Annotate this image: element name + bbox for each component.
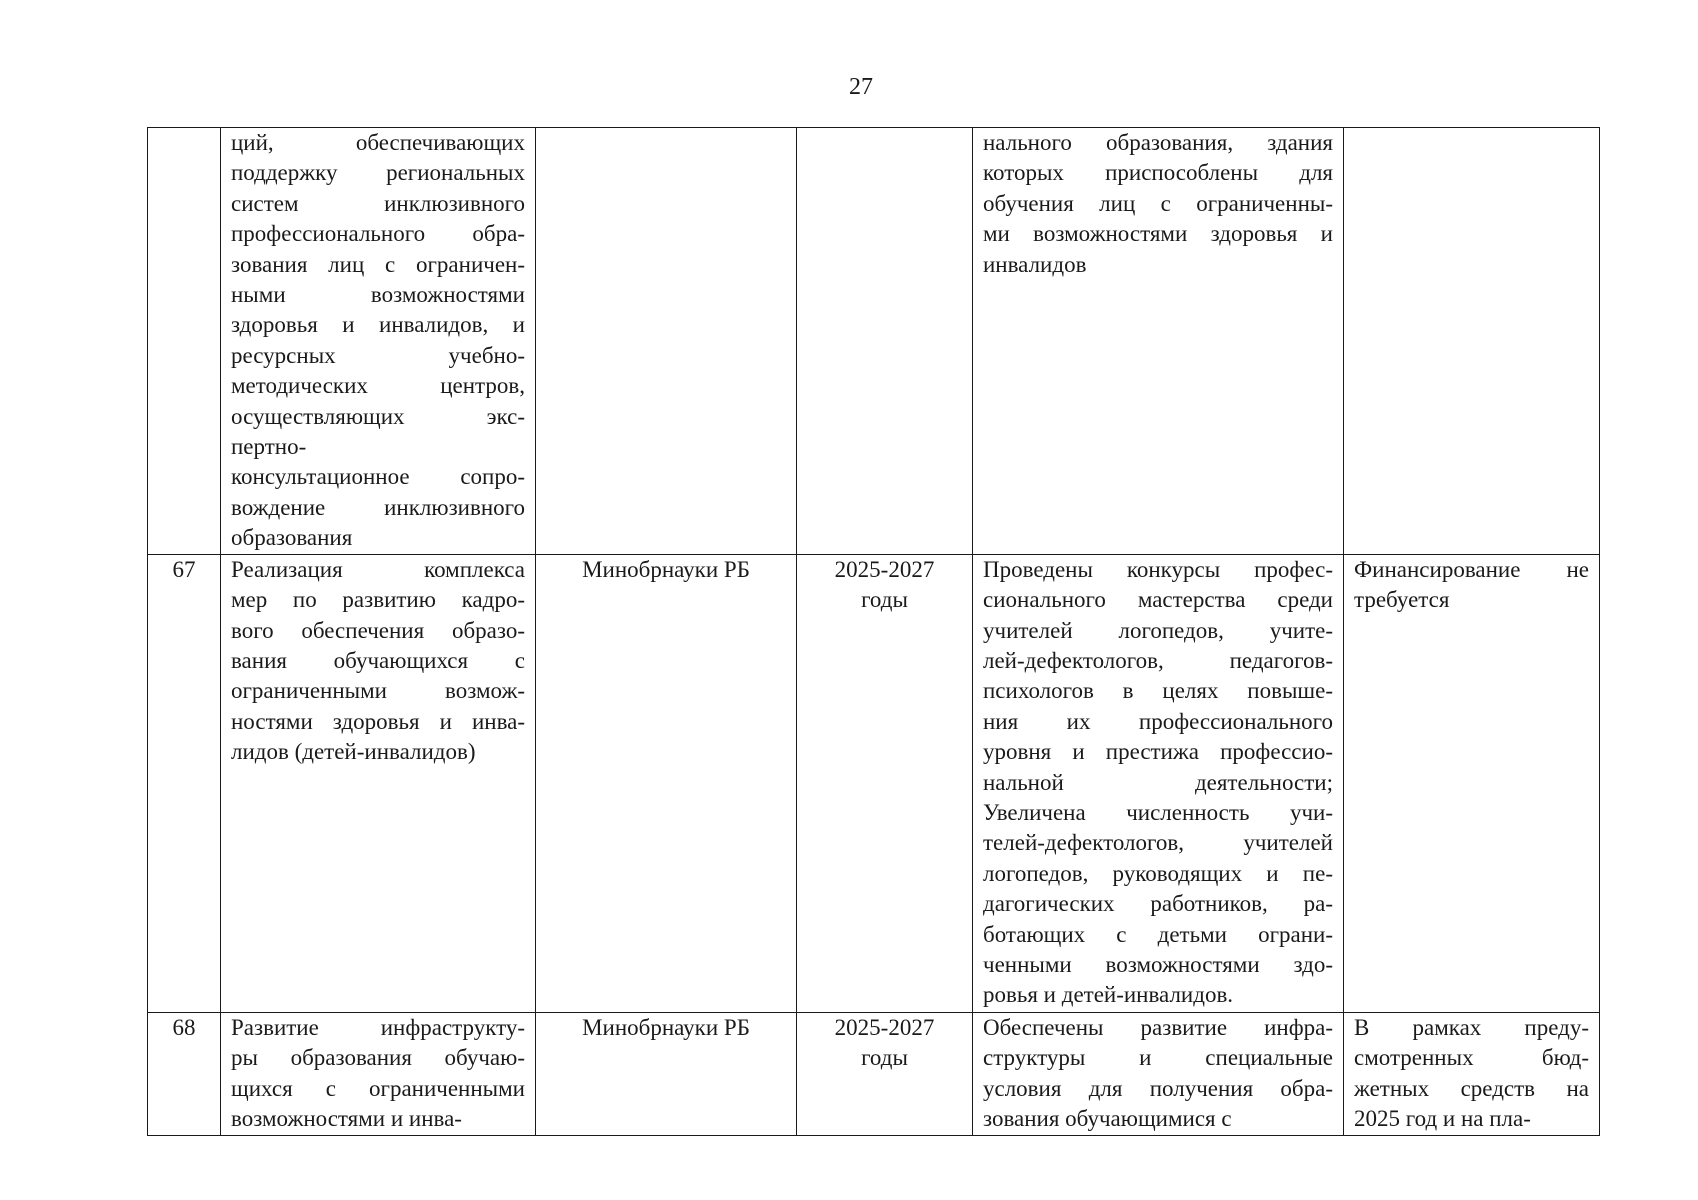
period-cell: 2025-2027 годы xyxy=(797,1012,973,1135)
measure-cell xyxy=(221,554,536,1012)
cell-line: возможностями и инва- xyxy=(231,1105,462,1131)
cell-line: систем инклюзивного xyxy=(231,190,525,216)
cell-line: здоровья и инвалидов, и xyxy=(231,312,525,338)
cell-line: методических центров, xyxy=(231,373,525,399)
cell-line: уровня и престижа профессио- xyxy=(983,739,1333,765)
result-cell xyxy=(973,128,1344,555)
result-cell xyxy=(973,1012,1344,1135)
executor-cell xyxy=(536,128,797,555)
cell-line: ния их профессионального xyxy=(983,708,1333,734)
cell-line: Увеличена численность учи- xyxy=(983,799,1333,825)
cell-line: Обеспечены развитие инфра- xyxy=(983,1014,1333,1040)
measure-cell xyxy=(221,128,536,555)
executor-cell: Минобрнауки РБ xyxy=(536,1012,797,1135)
cell-line: ми возможностями здоровья и xyxy=(983,221,1333,247)
cell-line: ностями здоровья и инва- xyxy=(231,708,525,734)
cell-line: ровья и детей-инвалидов. xyxy=(983,982,1234,1008)
cell-line: вого обеспечения образо- xyxy=(231,617,525,643)
cell-line: обучения лиц с ограниченны- xyxy=(983,190,1333,216)
cell-line: ций, обеспечивающих xyxy=(231,130,525,155)
executor-cell: Минобрнауки РБ xyxy=(536,554,797,1012)
cell-line: Проведены конкурсы профес- xyxy=(983,556,1333,582)
cell-line: осуществляющих экс- xyxy=(231,403,525,429)
cell-line: логопедов, руководящих и пе- xyxy=(983,860,1333,886)
cell-line: вождение инклюзивного xyxy=(231,494,525,520)
cell-line: лидов (детей-инвалидов) xyxy=(231,739,476,765)
cell-line: нальной деятельности; xyxy=(983,769,1333,795)
cell-line: ры образования обучаю- xyxy=(231,1045,525,1071)
cell-line: Реализация комплекса xyxy=(231,556,525,582)
cell-line: пертно- xyxy=(231,434,307,460)
cell-line: В рамках преду- xyxy=(1354,1014,1589,1040)
cell-line: Развитие инфраструкту- xyxy=(231,1014,525,1040)
cell-line: щихся с ограниченными xyxy=(231,1075,525,1101)
cell-line: телей-дефектологов, учителей xyxy=(983,830,1333,856)
cell-line: лей-дефектологов, педагогов- xyxy=(983,647,1333,673)
result-cell xyxy=(973,554,1344,1012)
plan-table xyxy=(147,127,1600,1136)
cell-line: зования обучающимися с xyxy=(983,1105,1232,1131)
funding-cell xyxy=(1344,554,1600,1012)
cell-line: нального образования, здания xyxy=(983,130,1333,155)
funding-cell xyxy=(1344,1012,1600,1135)
cell-line: поддержку региональных xyxy=(231,160,525,186)
cell-line: условия для получения обра- xyxy=(983,1075,1333,1101)
cell-line: дагогических работников, ра- xyxy=(983,891,1333,917)
cell-line: ченными возможностями здо- xyxy=(983,951,1333,977)
cell-line: жетных средств на xyxy=(1354,1075,1589,1101)
row-number: 67 xyxy=(148,554,221,1012)
funding-cell xyxy=(1344,128,1600,555)
cell-line: консультационное сопро- xyxy=(231,464,525,490)
cell-line: учителей логопедов, учите- xyxy=(983,617,1333,643)
cell-line: мер по развитию кадро- xyxy=(231,587,525,613)
cell-line: ботающих с детьми ограни- xyxy=(983,921,1333,947)
row-number: 68 xyxy=(148,1012,221,1135)
cell-line: психологов в целях повыше- xyxy=(983,678,1333,704)
cell-line: зования лиц с ограничен- xyxy=(231,251,525,277)
cell-line: профессионального обра- xyxy=(231,221,525,247)
measure-cell xyxy=(221,1012,536,1135)
table-row xyxy=(148,554,1600,1012)
cell-line: 2025 год и на пла- xyxy=(1354,1105,1531,1131)
cell-line: требуется xyxy=(1354,587,1450,613)
cell-line: ресурсных учебно- xyxy=(231,342,525,368)
page-number: 27 xyxy=(849,74,873,100)
cell-line: вания обучающихся с xyxy=(231,647,525,673)
cell-line: сионального мастерства среди xyxy=(983,587,1333,613)
table-row xyxy=(148,128,1600,555)
cell-line: инвалидов xyxy=(983,251,1087,277)
row-number xyxy=(148,128,221,555)
cell-line: образования xyxy=(231,525,353,551)
cell-line: структуры и специальные xyxy=(983,1045,1333,1071)
cell-line: ограниченными возмож- xyxy=(231,678,525,704)
cell-line: смотренных бюд- xyxy=(1354,1045,1589,1071)
cell-line: Финансирование не xyxy=(1354,556,1589,582)
cell-line: которых приспособлены для xyxy=(983,160,1333,186)
period-cell xyxy=(797,128,973,555)
cell-line: ными возможностями xyxy=(231,282,525,308)
period-cell: 2025-2027 годы xyxy=(797,554,973,1012)
table-row xyxy=(148,1012,1600,1135)
